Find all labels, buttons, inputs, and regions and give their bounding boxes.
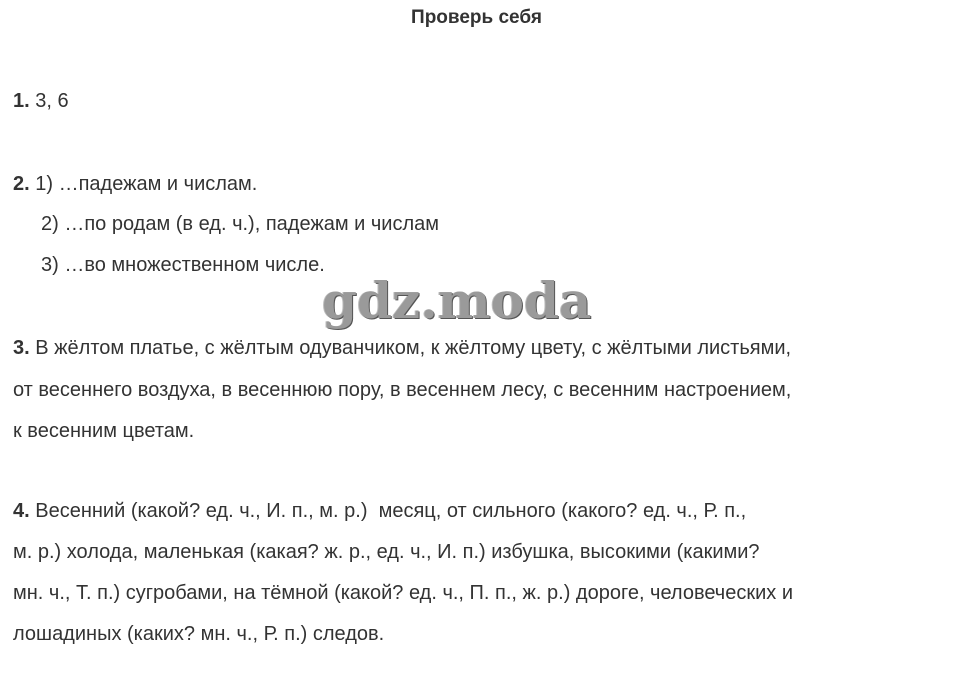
answer-3-line-1 <box>13 335 791 361</box>
answer-text: Весенний (какой? ед. ч., И. п., м. р.) месяц, от сильного (какого? ед. ч., Р. п., <box>29 500 747 522</box>
answer-text: 1) …падежам и числам. <box>29 173 258 195</box>
answer-number: 2. <box>13 173 30 195</box>
answer-4-line-4: лошадиных (каких? мн. ч., Р. п.) следов. <box>13 623 385 645</box>
watermark-logo: gdz.moda <box>322 271 592 330</box>
answer-3-line-2: от весеннего воздуха, в весеннюю пору, в весеннем лесу, с весенним настроением, <box>13 379 792 401</box>
answer-2-line-1 <box>13 171 257 197</box>
answer-number: 4. <box>13 500 30 522</box>
answer-1 <box>13 88 69 114</box>
answer-text: 3, 6 <box>29 90 69 112</box>
answer-text: В жёлтом платье, с жёлтым одуванчиком, к жёлтому цвету, с жёлтыми листьями, <box>29 337 792 359</box>
answer-2-line-2: 2) …по родам (в ед. ч.), падежам и числам <box>41 213 440 235</box>
answer-4-line-2: м. р.) холода, маленькая (какая? ж. р., ед. ч., И. п.) избушка, высокими (какими? <box>13 541 760 563</box>
answer-number: 1. <box>13 90 30 112</box>
answer-4-line-3: мн. ч., Т. п.) сугробами, на тёмной (какой? ед. ч., П. п., ж. р.) дороге, человеческих и <box>13 582 793 604</box>
page-title: Проверь себя <box>411 7 542 28</box>
answer-2-line-3: 3) …во множественном числе. <box>41 254 325 276</box>
answer-4-line-1 <box>13 498 746 524</box>
answer-3-line-3: к весенним цветам. <box>13 420 195 442</box>
answer-number: 3. <box>13 337 30 359</box>
